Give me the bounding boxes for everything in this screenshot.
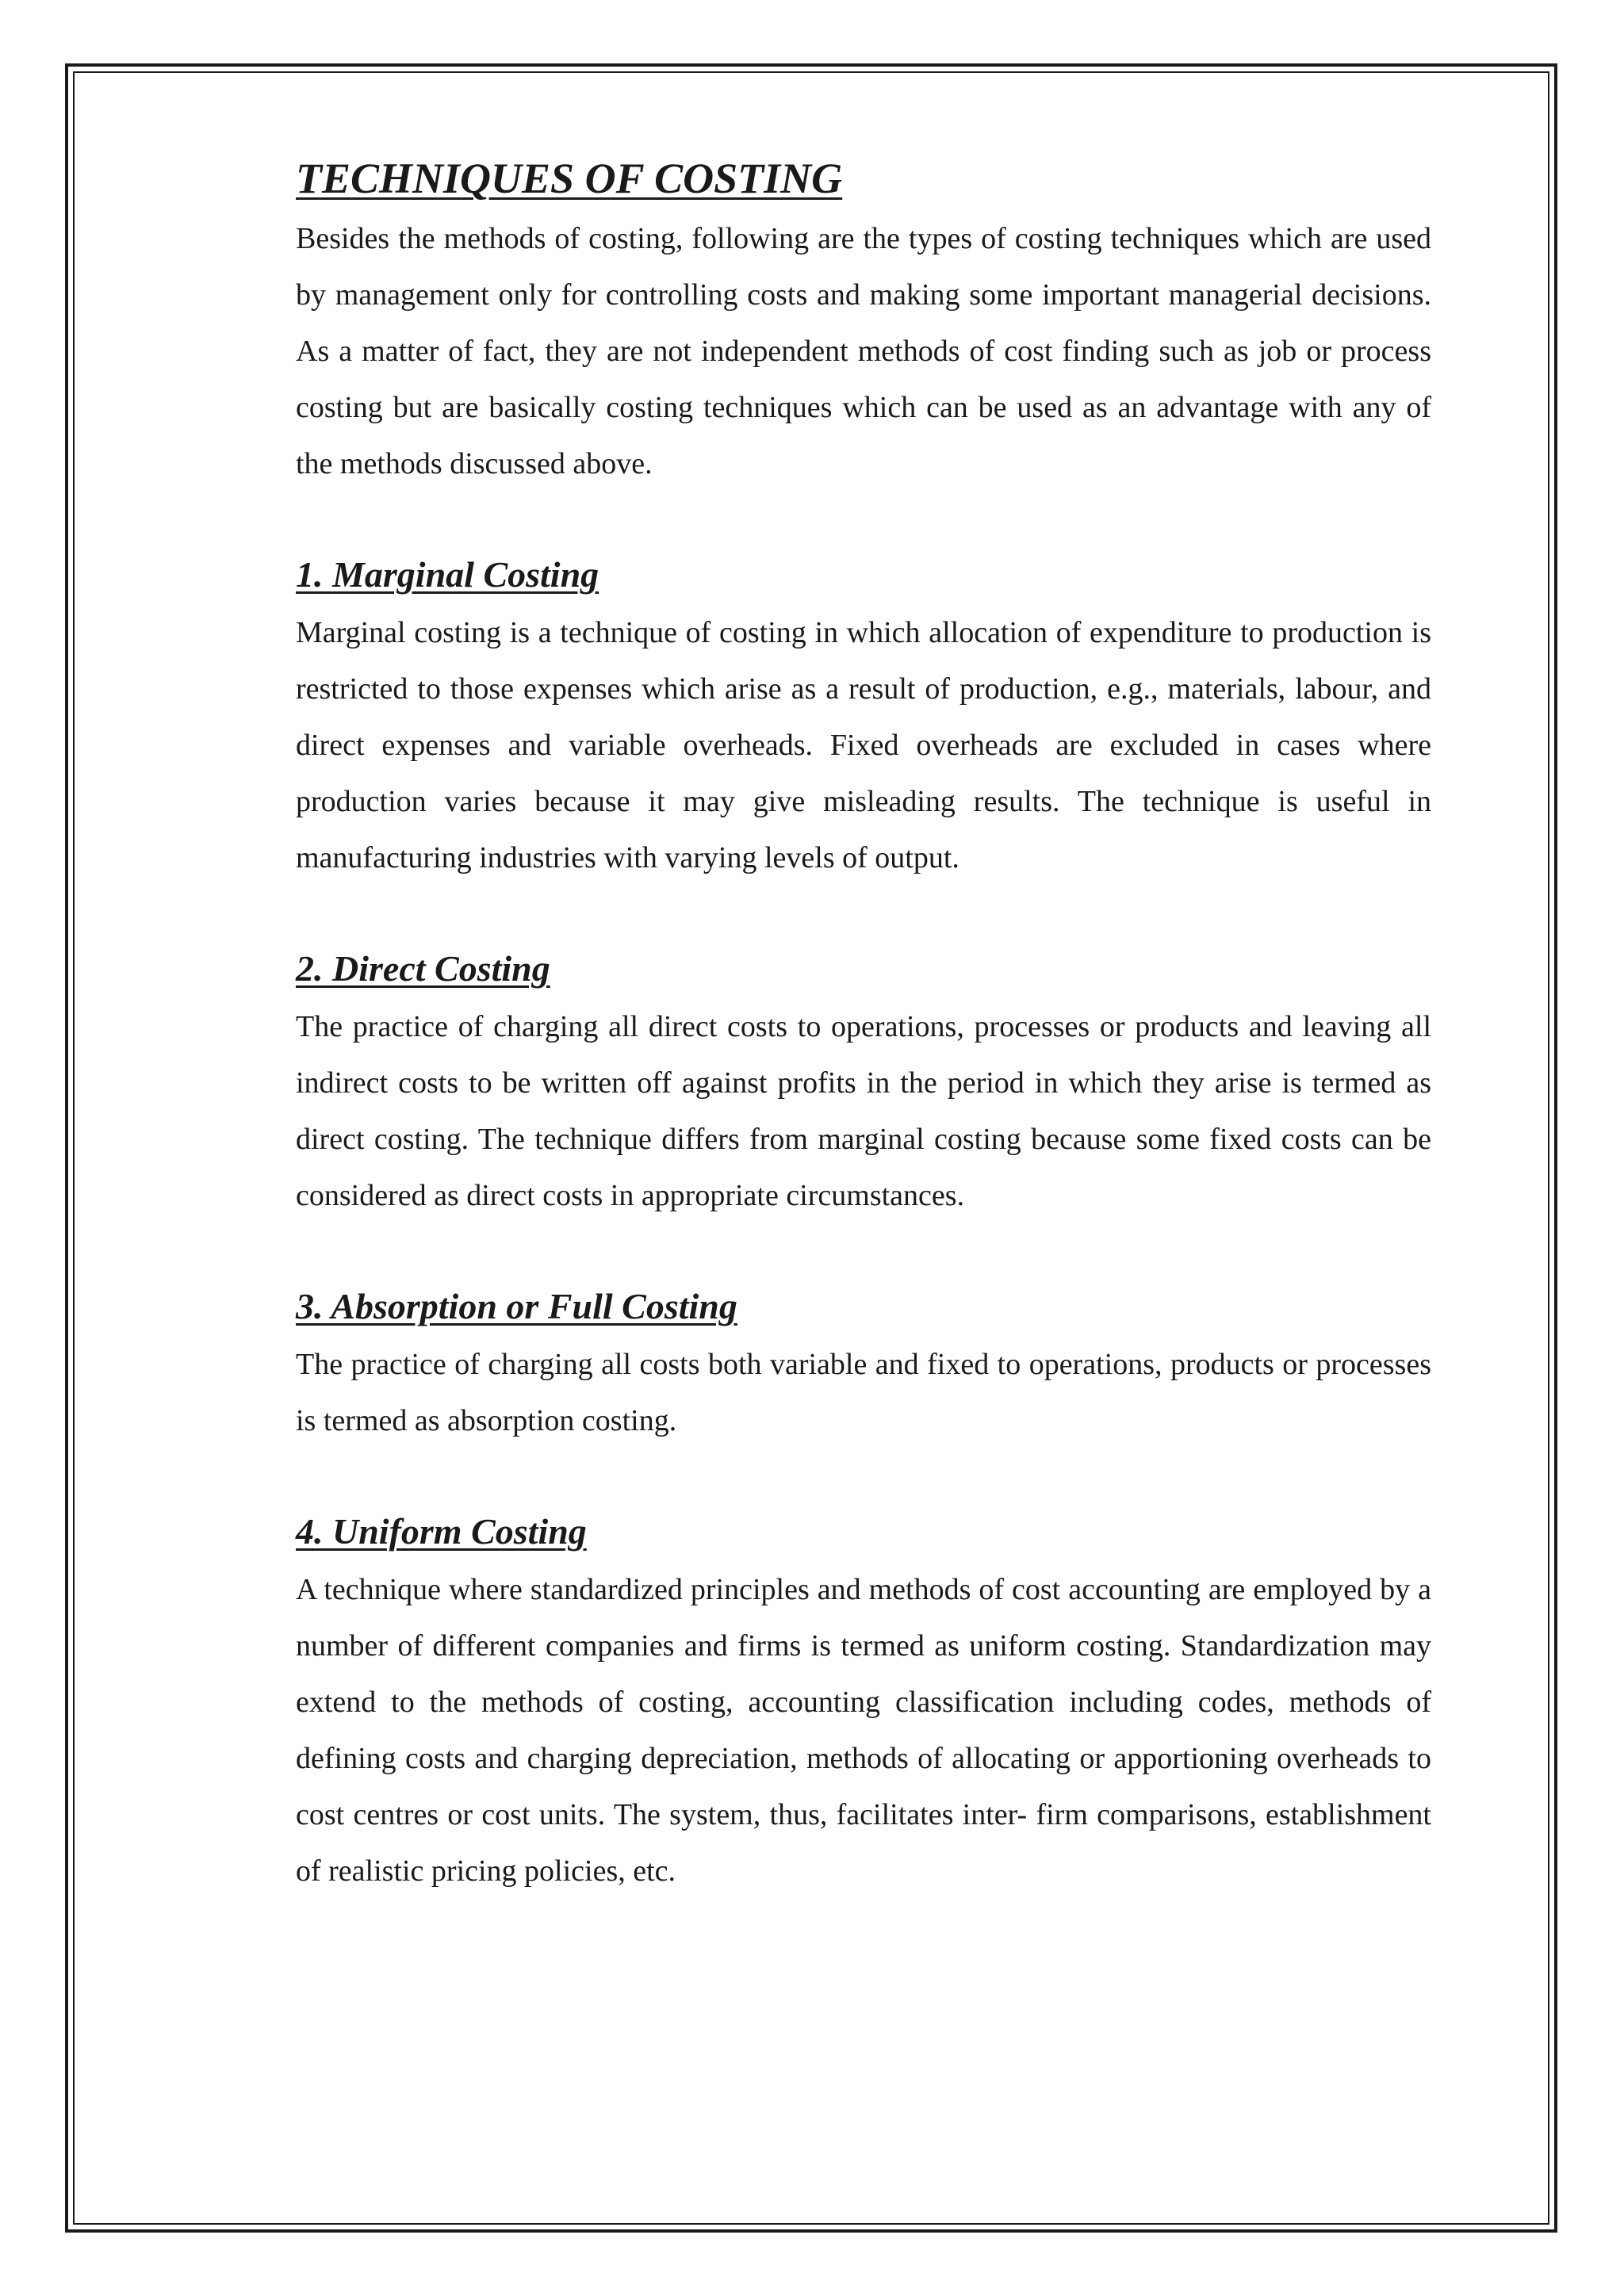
- section-heading: 3. Absorption or Full Costing: [296, 1286, 737, 1326]
- section-marginal-costing: [296, 549, 1431, 886]
- page-title: TECHNIQUES OF COSTING: [296, 155, 843, 202]
- document-content: [296, 151, 1431, 1900]
- section-paragraph: Marginal costing is a technique of costing in which allocation of expenditure to production is restricted to those expenses which arise as a result of production, e.g., materials, labour, and direct expenses and variable overheads. Fixed overheads are excluded in cases where production varies because it may give misleading results. The technique is useful in manufacturing industries with varying levels of output.: [296, 616, 1431, 874]
- section-heading: 1. Marginal Costing: [296, 554, 599, 595]
- section-uniform-costing: [296, 1506, 1431, 1900]
- section-paragraph: A technique where standardized principles and methods of cost accounting are employed by a number of different companies and firms is termed as uniform costing. Standardization may extend to the methods of costing, accounting classification including codes, methods of defining costs and charging depreciation, methods of allocating or apportioning overheads to cost centres or cost units. The system, thus, facilitates inter- firm comparisons, establishment of realistic pricing policies, etc.: [296, 1573, 1431, 1888]
- section-heading: 2. Direct Costing: [296, 948, 550, 989]
- section-direct-costing: [296, 943, 1431, 1224]
- section-paragraph: The practice of charging all direct costs to operations, processes or products and leaving all indirect costs to be written off against profits in the period in which they arise is termed as direct costing. The technique differs from marginal costing because some fixed costs can be considered as direct costs in appropriate circumstances.: [296, 1010, 1431, 1212]
- intro-paragraph: Besides the methods of costing, following are the types of costing techniques which are used by management only for controlling costs and making some important managerial decisions. As a matter of fact, they are not independent methods of cost finding such as job or process costing but are basically costing techniques which can be used as an advantage with any of the methods discussed above.: [296, 222, 1431, 480]
- section-heading: 4. Uniform Costing: [296, 1511, 587, 1552]
- section-absorption-costing: [296, 1281, 1431, 1449]
- section-paragraph: The practice of charging all costs both variable and fixed to operations, products or processes is termed as absorption costing.: [296, 1348, 1431, 1437]
